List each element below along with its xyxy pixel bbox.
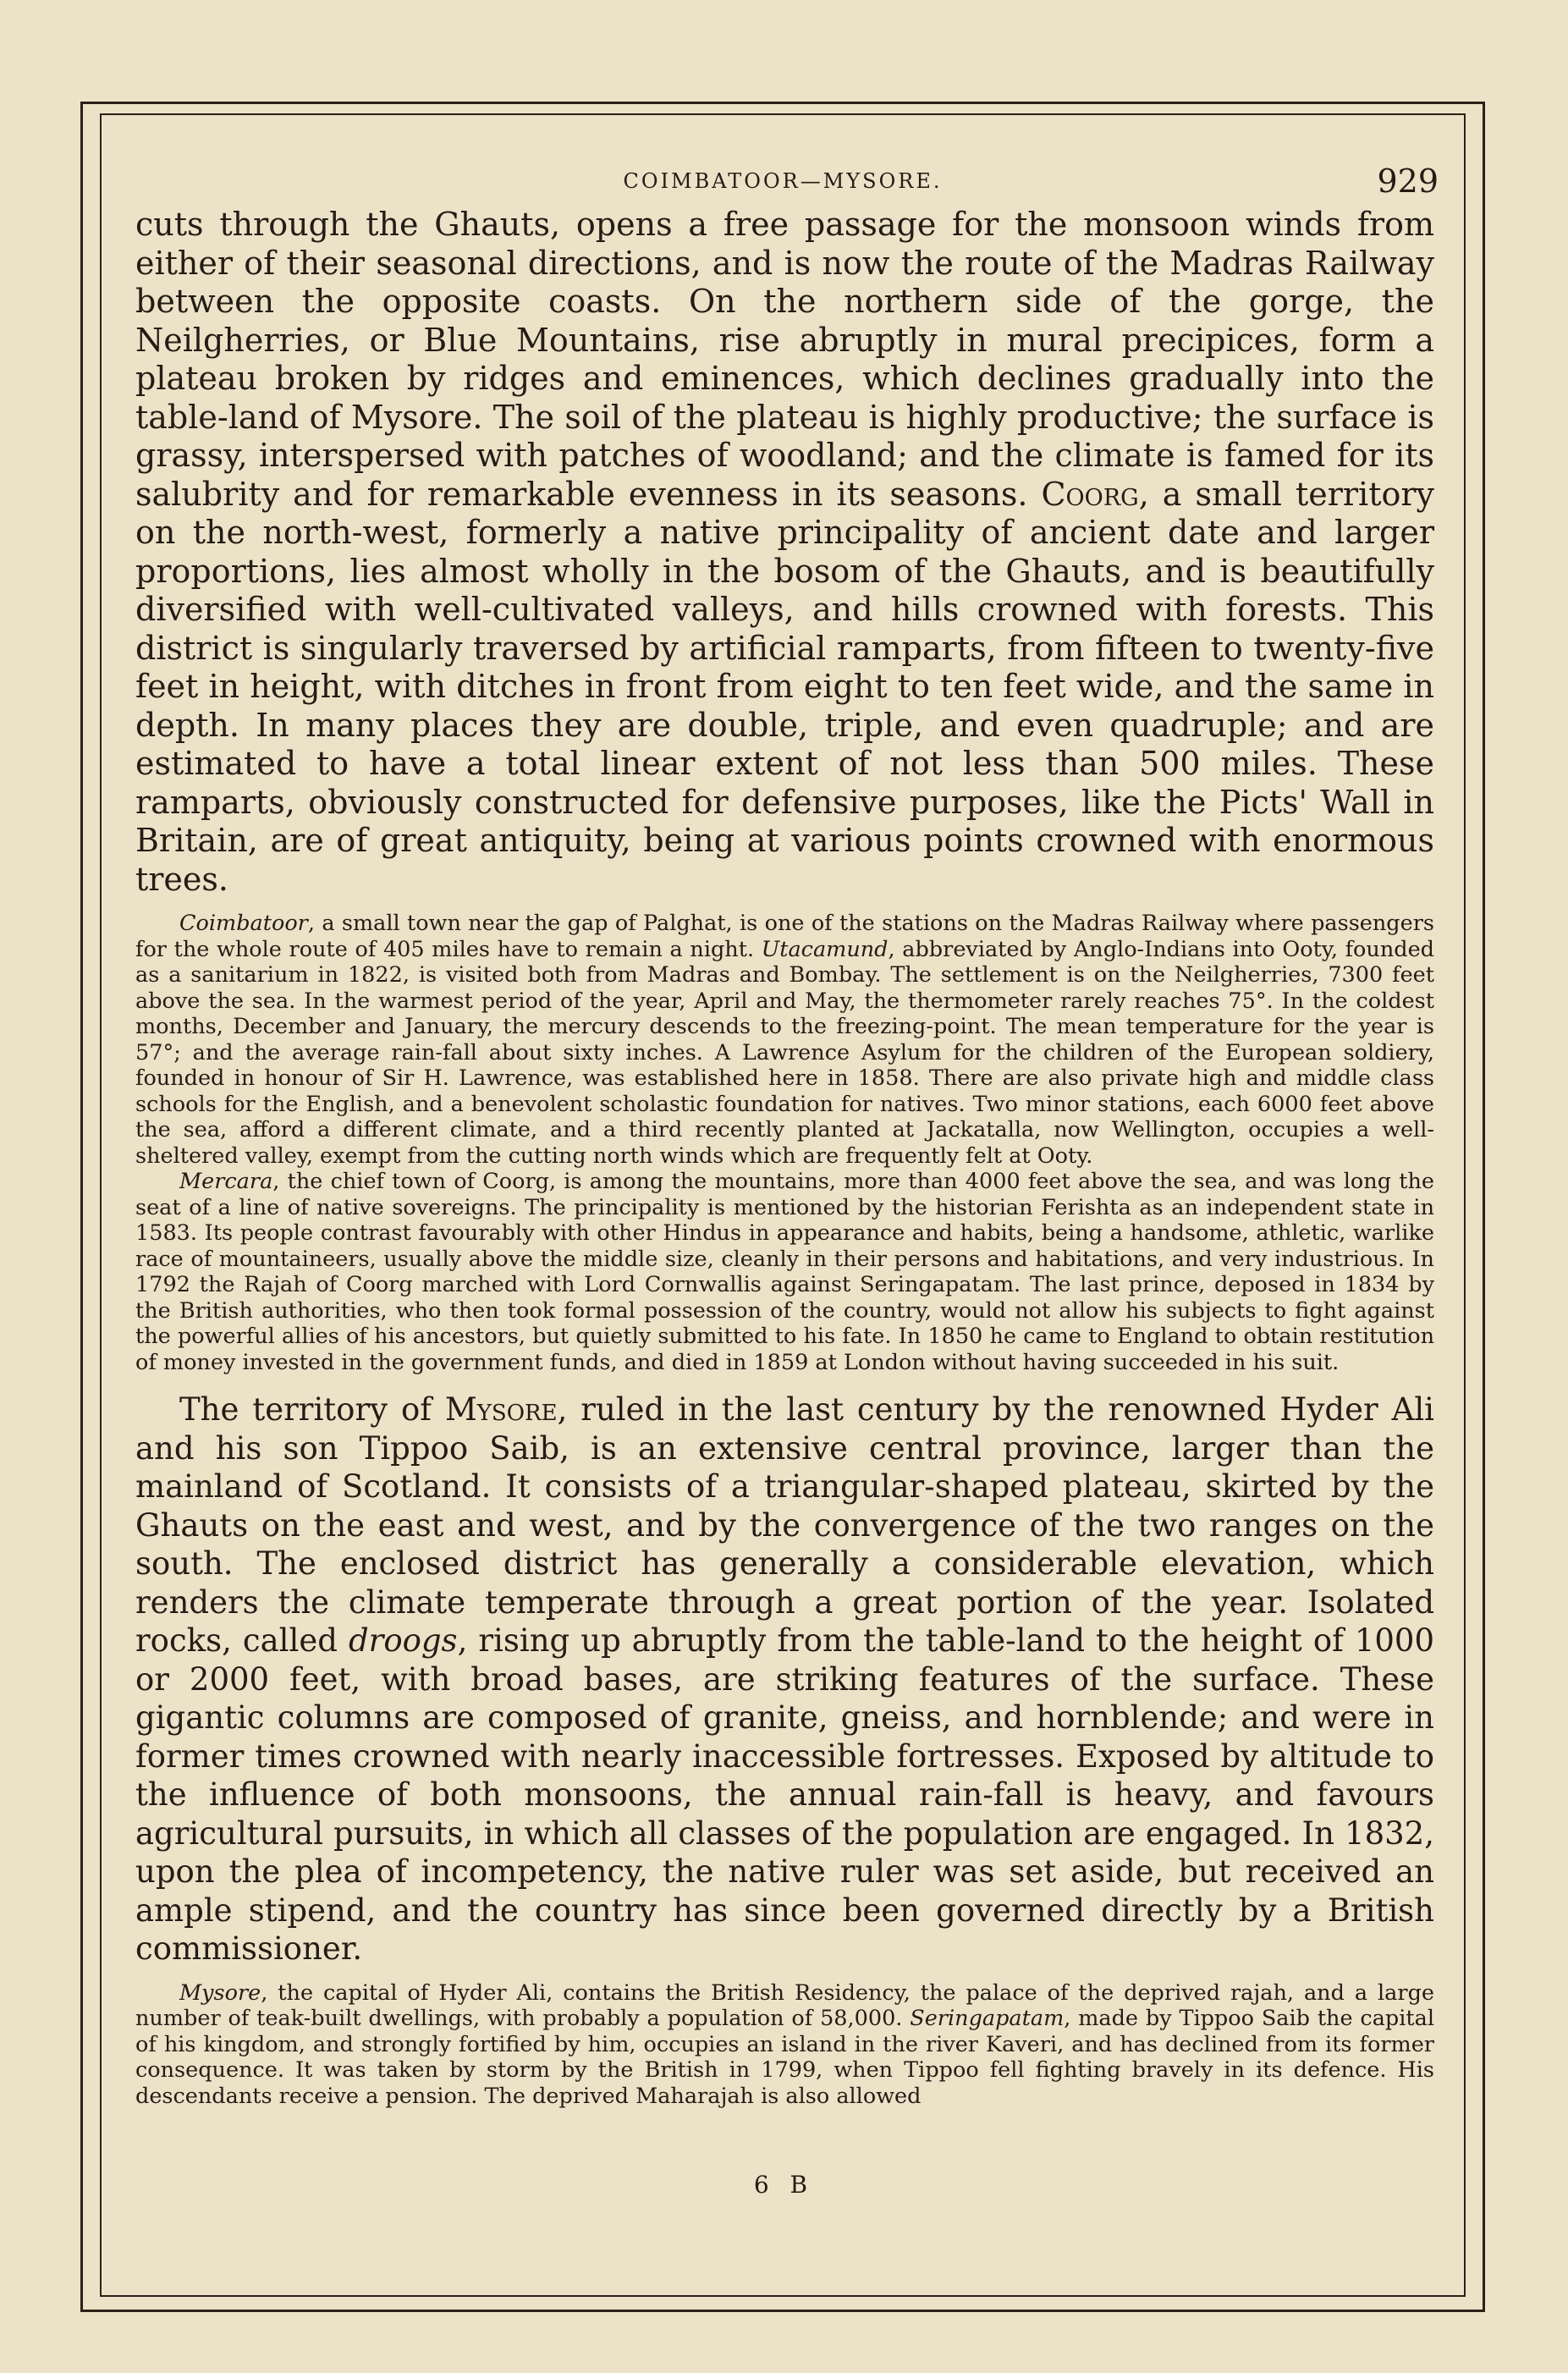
term-coorg: Coorg	[1041, 475, 1139, 513]
top-rule-inner	[100, 113, 1464, 115]
term-seringapatam: Seringapatam	[910, 2006, 1065, 2031]
term-mysore: Mysore	[444, 1391, 558, 1428]
left-rule-outer	[80, 102, 83, 2312]
paragraph-mysore-territory: The territory of Mysore, ruled in the last century by the renowned Hyder Ali and his son Tippoo Saib, is an extensive central province, larger than the mainland of Scotland. It consists of a triangular-shaped plateau, skirted by the Ghauts on the east and west, and by the convergence of the two ranges on the south. The enclosed district has generally a considerable elevation, which renders the climate temperate through a great portion of the year. Isolated rocks, called droogs, rising up abruptly from the table-land to the height of 1000 or 2000 feet, with broad bases, are striking features of the surface. These gigantic columns are composed of granite, gneiss, and hornblende; and were in former times crowned with nearly inaccessible fortresses. Exposed by altitude to the influence of both monsoons, the annual rain-fall is heavy, and favours agricultural pursuits, in which all classes of the population are engaged. In 1832, upon the plea of incompetency, the native ruler was set aside, but received an ample stipend, and the country has since been governed directly by a British commissioner.	[135, 1391, 1434, 1967]
signature-mark: 6 B	[753, 2171, 815, 2199]
bottom-rule-outer	[80, 2310, 1485, 2312]
page-number: 929	[1377, 162, 1439, 200]
top-rule-outer	[80, 102, 1485, 104]
note-mercara: Mercara, the chief town of Coorg, is among the mountains, more than 4000 feet above the sea, and was long the seat of a line of native sovereigns. The principality is mentioned by the historian Ferishta as an independent state in 1583. Its people contrast favourably with other Hindus in appearance and habits, being a handsome, athletic, warlike race of mountaineers, usually above the middle size, cleanly in their persons and habitations, and very industrious. In 1792 the Rajah of Coorg marched with Lord Cornwallis against Seringapatam. The last prince, deposed in 1834 by the British authorities, who then took formal possession of the country, would not allow his subjects to fight against the powerful allies of his ancestors, but quietly submitted to his fate. In 1850 he came to England to obtain restitution of money invested in the government funds, and died in 1859 at London without having succeeded in his suit.	[135, 1169, 1434, 1375]
page-body	[135, 206, 1434, 2109]
term-utacamund: Utacamund	[761, 936, 889, 962]
note-mysore-capital: Mysore, the capital of Hyder Ali, contains the British Residency, the palace of the deprived rajah, and a large number of teak-built dwellings, with probably a population of 58,000. Seringapatam, made by Tippoo Saib the capital of his kingdom, and strongly fortified by him, occupies an island in the river Kaveri, and has declined from its former consequence. It was taken by storm by the British in 1799, when Tippoo fell fighting bravely in its defence. His descendants receive a pension. The deprived Maharajah is also allowed	[135, 1979, 1434, 2109]
running-title: COIMBATOOR—MYSORE.	[623, 169, 943, 193]
right-rule-inner	[1464, 113, 1466, 2297]
term-mysore-capital: Mysore	[179, 1979, 261, 2006]
term-mercara: Mercara	[179, 1169, 273, 1194]
left-rule-inner	[100, 113, 102, 2297]
running-header	[127, 162, 1439, 200]
term-coimbatoor: Coimbatoor	[179, 911, 308, 936]
right-rule-outer	[1483, 102, 1485, 2312]
bottom-rule-inner	[100, 2295, 1466, 2297]
note-coimbatoor: Coimbatoor, a small town near the gap of Palghat, is one of the stations on the Madras Railway where passengers for the whole route of 405 miles have to remain a night. Utacamund, abbreviated by Anglo-Indians into Ooty, founded as a sanitarium in 1822, is visited both from Madras and Bombay. The settlement is on the Neilgherries, 7300 feet above the sea. In the warmest period of the year, April and May, the thermometer rarely reaches 75°. In the coldest months, December and January, the mercury descends to the freezing-point. The mean temperature for the year is 57°; and the average rain-fall about sixty inches. A Lawrence Asylum for the children of the European soldiery, founded in honour of Sir H. Lawrence, was established here in 1858. There are also private high and middle class schools for the English, and a benevolent scholastic foundation for natives. Two minor stations, each 6000 feet above the sea, afford a different climate, and a third recently planted at Jackatalla, now Wellington, occupies a well-sheltered valley, exempt from the cutting north winds which are frequently felt at Ooty.	[135, 911, 1434, 1169]
paragraph-ghauts-coorg: cuts through the Ghauts, opens a free passage for the monsoon winds from either of their seasonal directions, and is now the route of the Madras Railway between the opposite coasts. On the northern side of the gorge, the Neilgherries, or Blue Mountains, rise abruptly in mural precipices, form a plateau broken by ridges and eminences, which declines gradually into the table-land of Mysore. The soil of the plateau is highly productive; the surface is grassy, interspersed with patches of woodland; and the climate is famed for its salubrity and for remarkable evenness in its seasons. Coorg, a small territory on the north-west, formerly a native principality of ancient date and larger proportions, lies almost wholly in the bosom of the Ghauts, and is beautifully diversified with well-cultivated valleys, and hills crowned with forests. This district is singularly traversed by artificial ramparts, from fifteen to twenty-five feet in height, with ditches in front from eight to ten feet wide, and the same in depth. In many places they are double, triple, and even quadruple; and are estimated to have a total linear extent of not less than 500 miles. These ramparts, obviously constructed for defensive purposes, like the Picts' Wall in Britain, are of great antiquity, being at various points crowned with enormous trees.	[135, 206, 1434, 898]
term-droogs: droogs	[348, 1622, 458, 1659]
